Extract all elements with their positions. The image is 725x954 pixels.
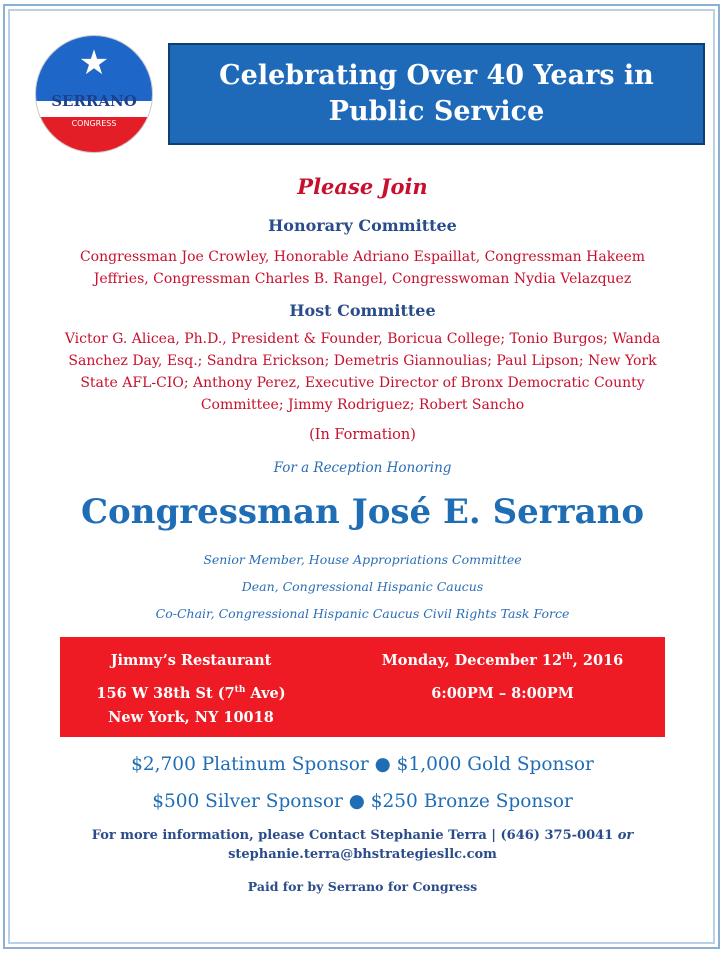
contact-email: stephanie.terra@bhstrategiesllc.com — [228, 847, 497, 862]
serrano-logo — [35, 35, 153, 153]
venue-block — [60, 649, 322, 730]
honoree-name: Congressman José E. Serrano — [80, 492, 645, 532]
event-details-box — [60, 637, 665, 737]
honorary-committee-list — [40, 246, 685, 290]
sponsor-levels-line-1: $2,700 Platinum Sponsor ● $1,000 Gold Sponsor — [131, 754, 594, 775]
logo-subtitle: CONGRESS — [71, 119, 117, 128]
event-time: 6:00PM – 8:00PM — [431, 685, 574, 702]
event-date: Monday, December 12th, 2016 — [381, 652, 624, 669]
header-banner — [168, 43, 705, 145]
star-icon: ★ — [78, 43, 110, 83]
venue-city: New York, NY 10018 — [108, 709, 274, 726]
date-time-block — [350, 649, 655, 706]
honorary-line-1: Congressman Joe Crowley, Honorable Adriano Espaillat, Congressman Hakeem — [79, 249, 646, 265]
venue-name: Jimmy’s Restaurant — [110, 652, 272, 669]
banner-title-line-2: Public Service — [328, 96, 545, 127]
honoree-role-2: Dean, Congressional Hispanic Caucus — [241, 579, 484, 594]
banner-title — [219, 58, 654, 130]
please-join-heading: Please Join — [297, 174, 428, 199]
honoree-role-3: Co-Chair, Congressional Hispanic Caucus Civil Rights Task Force — [155, 606, 570, 621]
contact-line: For more information, please Contact Stephanie Terra | (646) 375-0041 or — [91, 828, 634, 843]
honoree-role-1: Senior Member, House Appropriations Committee — [203, 552, 522, 567]
host-line-2: Sanchez Day, Esq.; Sandra Erickson; Demetris Giannoulias; Paul Lipson; New York — [68, 353, 657, 369]
host-committee-list — [40, 328, 685, 416]
host-line-4: Committee; Jimmy Rodriguez; Robert Sancho — [200, 397, 525, 413]
sponsor-levels-line-2: $500 Silver Sponsor ● $250 Bronze Sponsor — [152, 791, 573, 812]
logo-name: SERRANO — [51, 92, 137, 110]
host-line-1: Victor G. Alicea, Ph.D., President & Founder, Boricua College; Tonio Burgos; Wanda — [64, 331, 661, 347]
in-formation-note: (In Formation) — [309, 427, 416, 443]
paid-for-disclaimer: Paid for by Serrano for Congress — [247, 879, 478, 894]
banner-title-line-1: Celebrating Over 40 Years in — [219, 60, 654, 91]
host-line-3: State AFL-CIO; Anthony Perez, Executive Director of Bronx Democratic County — [80, 375, 645, 391]
honorary-line-2: Jeffries, Congressman Charles B. Rangel, Congresswoman Nydia Velazquez — [93, 271, 632, 287]
honorary-committee-heading: Honorary Committee — [268, 216, 457, 235]
venue-address: 156 W 38th St (7th Ave) — [96, 685, 286, 702]
contact-info — [40, 826, 685, 864]
host-committee-heading: Host Committee — [289, 301, 436, 320]
reception-subheading: For a Reception Honoring — [273, 460, 452, 476]
